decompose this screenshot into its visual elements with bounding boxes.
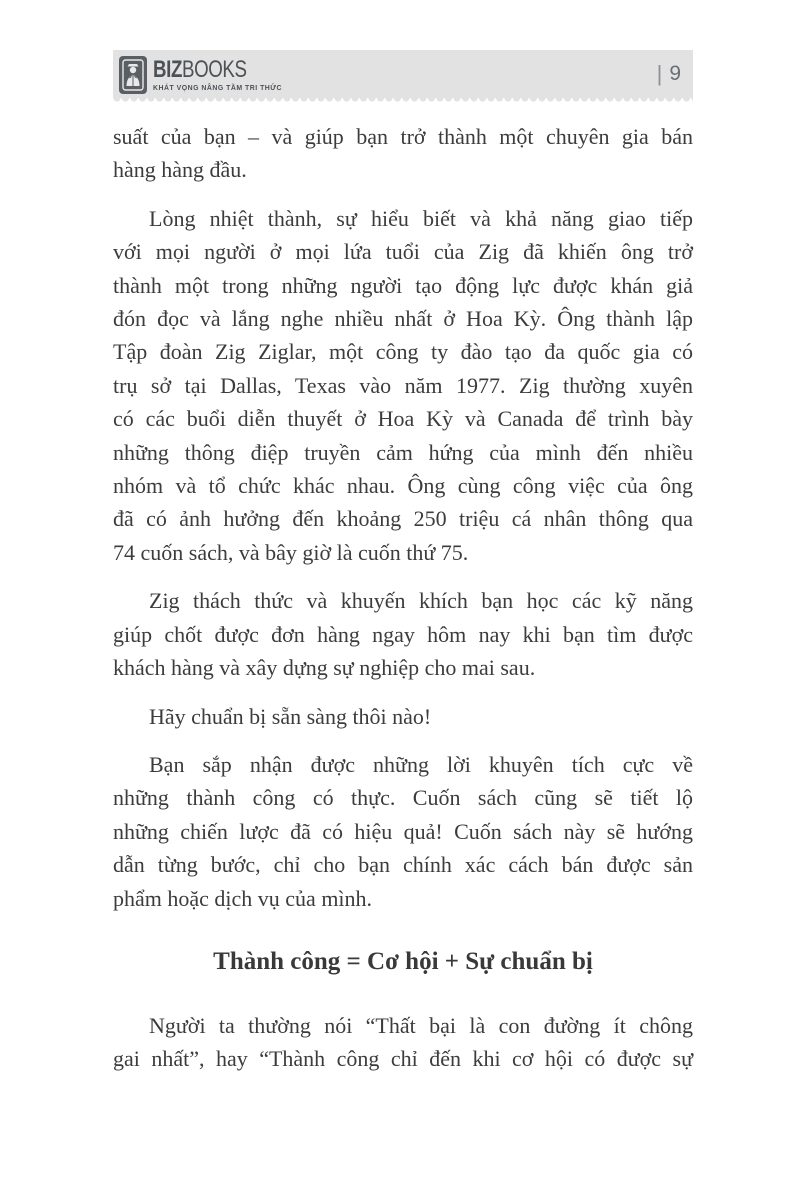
paragraph <box>113 700 693 733</box>
paragraph <box>113 748 693 915</box>
paragraph <box>113 202 693 569</box>
brand-name <box>153 55 262 83</box>
section-heading: Thành công = Cơ hội + Sự chuẩn bị <box>213 947 593 975</box>
text-line: giúp chốt được đơn hàng ngay hôm nay khi bạn tìm được <box>113 621 693 647</box>
text-line: Hãy chuẩn bị sẵn sàng thôi nào! <box>149 703 432 729</box>
text-line: suất của bạn – và giúp bạn trở thành một chuyên gia bán <box>113 124 693 149</box>
header-perforated-edge <box>113 98 693 106</box>
text-line: nhóm và tổ chức khác nhau. Ông cùng công việc của ông <box>113 473 693 499</box>
page-number <box>657 61 681 87</box>
text-line: Người ta thường nói “Thất bại là con đường ít chông <box>149 1012 693 1038</box>
bizbooks-logo <box>119 56 293 94</box>
text-line: trụ sở tại Dallas, Texas vào năm 1977. Zig thường xuyên <box>113 372 693 398</box>
brand-tagline: KHÁT VỌNG NÂNG TẦM TRI THỨC <box>153 82 283 92</box>
text-line: những thông điệp truyền cảm hứng của mình đến nhiều <box>113 439 693 465</box>
paragraph <box>113 120 693 187</box>
text-line: đã có ảnh hưởng đến khoảng 250 triệu cá nhân thông qua <box>113 506 693 532</box>
logo-text-block <box>153 55 293 92</box>
brand-biz: BIZ <box>153 55 182 83</box>
page-header <box>113 50 693 98</box>
text-line: đón đọc và lắng nghe nhiều nhất ở Hoa Kỳ. Ông thành lập <box>113 306 693 332</box>
paragraph <box>113 584 693 684</box>
page-body <box>113 120 693 1076</box>
text-line: có các buổi diễn thuyết ở Hoa Kỳ và Canada để trình bày <box>113 406 693 432</box>
text-line: với mọi người ở mọi lứa tuổi của Zig đã khiến ông trở <box>113 239 693 265</box>
text-line: những chiến lược đã có hiệu quả! Cuốn sách này sẽ hướng <box>113 818 693 844</box>
text-line: khách hàng và xây dựng sự nghiệp cho mai sau. <box>113 655 536 681</box>
paragraph <box>113 1009 693 1076</box>
brand-books: BOOKS <box>181 55 247 83</box>
text-line: những thành công có thực. Cuốn sách cũng sẽ tiết lộ <box>113 785 693 811</box>
text-line: Bạn sắp nhận được những lời khuyên tích cực về <box>149 751 693 777</box>
page-number-separator: | <box>656 61 663 86</box>
text-line: Zig thách thức và khuyến khích bạn học các kỹ năng <box>149 588 693 614</box>
text-line: 74 cuốn sách, và bây giờ là cuốn thứ 75. <box>113 539 469 565</box>
text-line: hàng hàng đầu. <box>113 157 247 183</box>
text-line: Lòng nhiệt thành, sự hiểu biết và khả năng giao tiếp <box>149 205 693 231</box>
text-line: phẩm hoặc dịch vụ của mình. <box>113 885 373 911</box>
text-line: dẫn từng bước, chỉ cho bạn chính xác cách bán được sản <box>113 852 693 878</box>
text-line: thành một trong những người tạo động lực được khán giả <box>113 272 693 298</box>
bizbooks-figure-icon <box>119 56 147 94</box>
text-line: gai nhất”, hay “Thành công chỉ đến khi cơ hội có được sự <box>113 1046 693 1072</box>
text-line: Tập đoàn Zig Ziglar, một công ty đào tạo đa quốc gia có <box>113 339 693 365</box>
page-number-value: 9 <box>669 62 681 85</box>
